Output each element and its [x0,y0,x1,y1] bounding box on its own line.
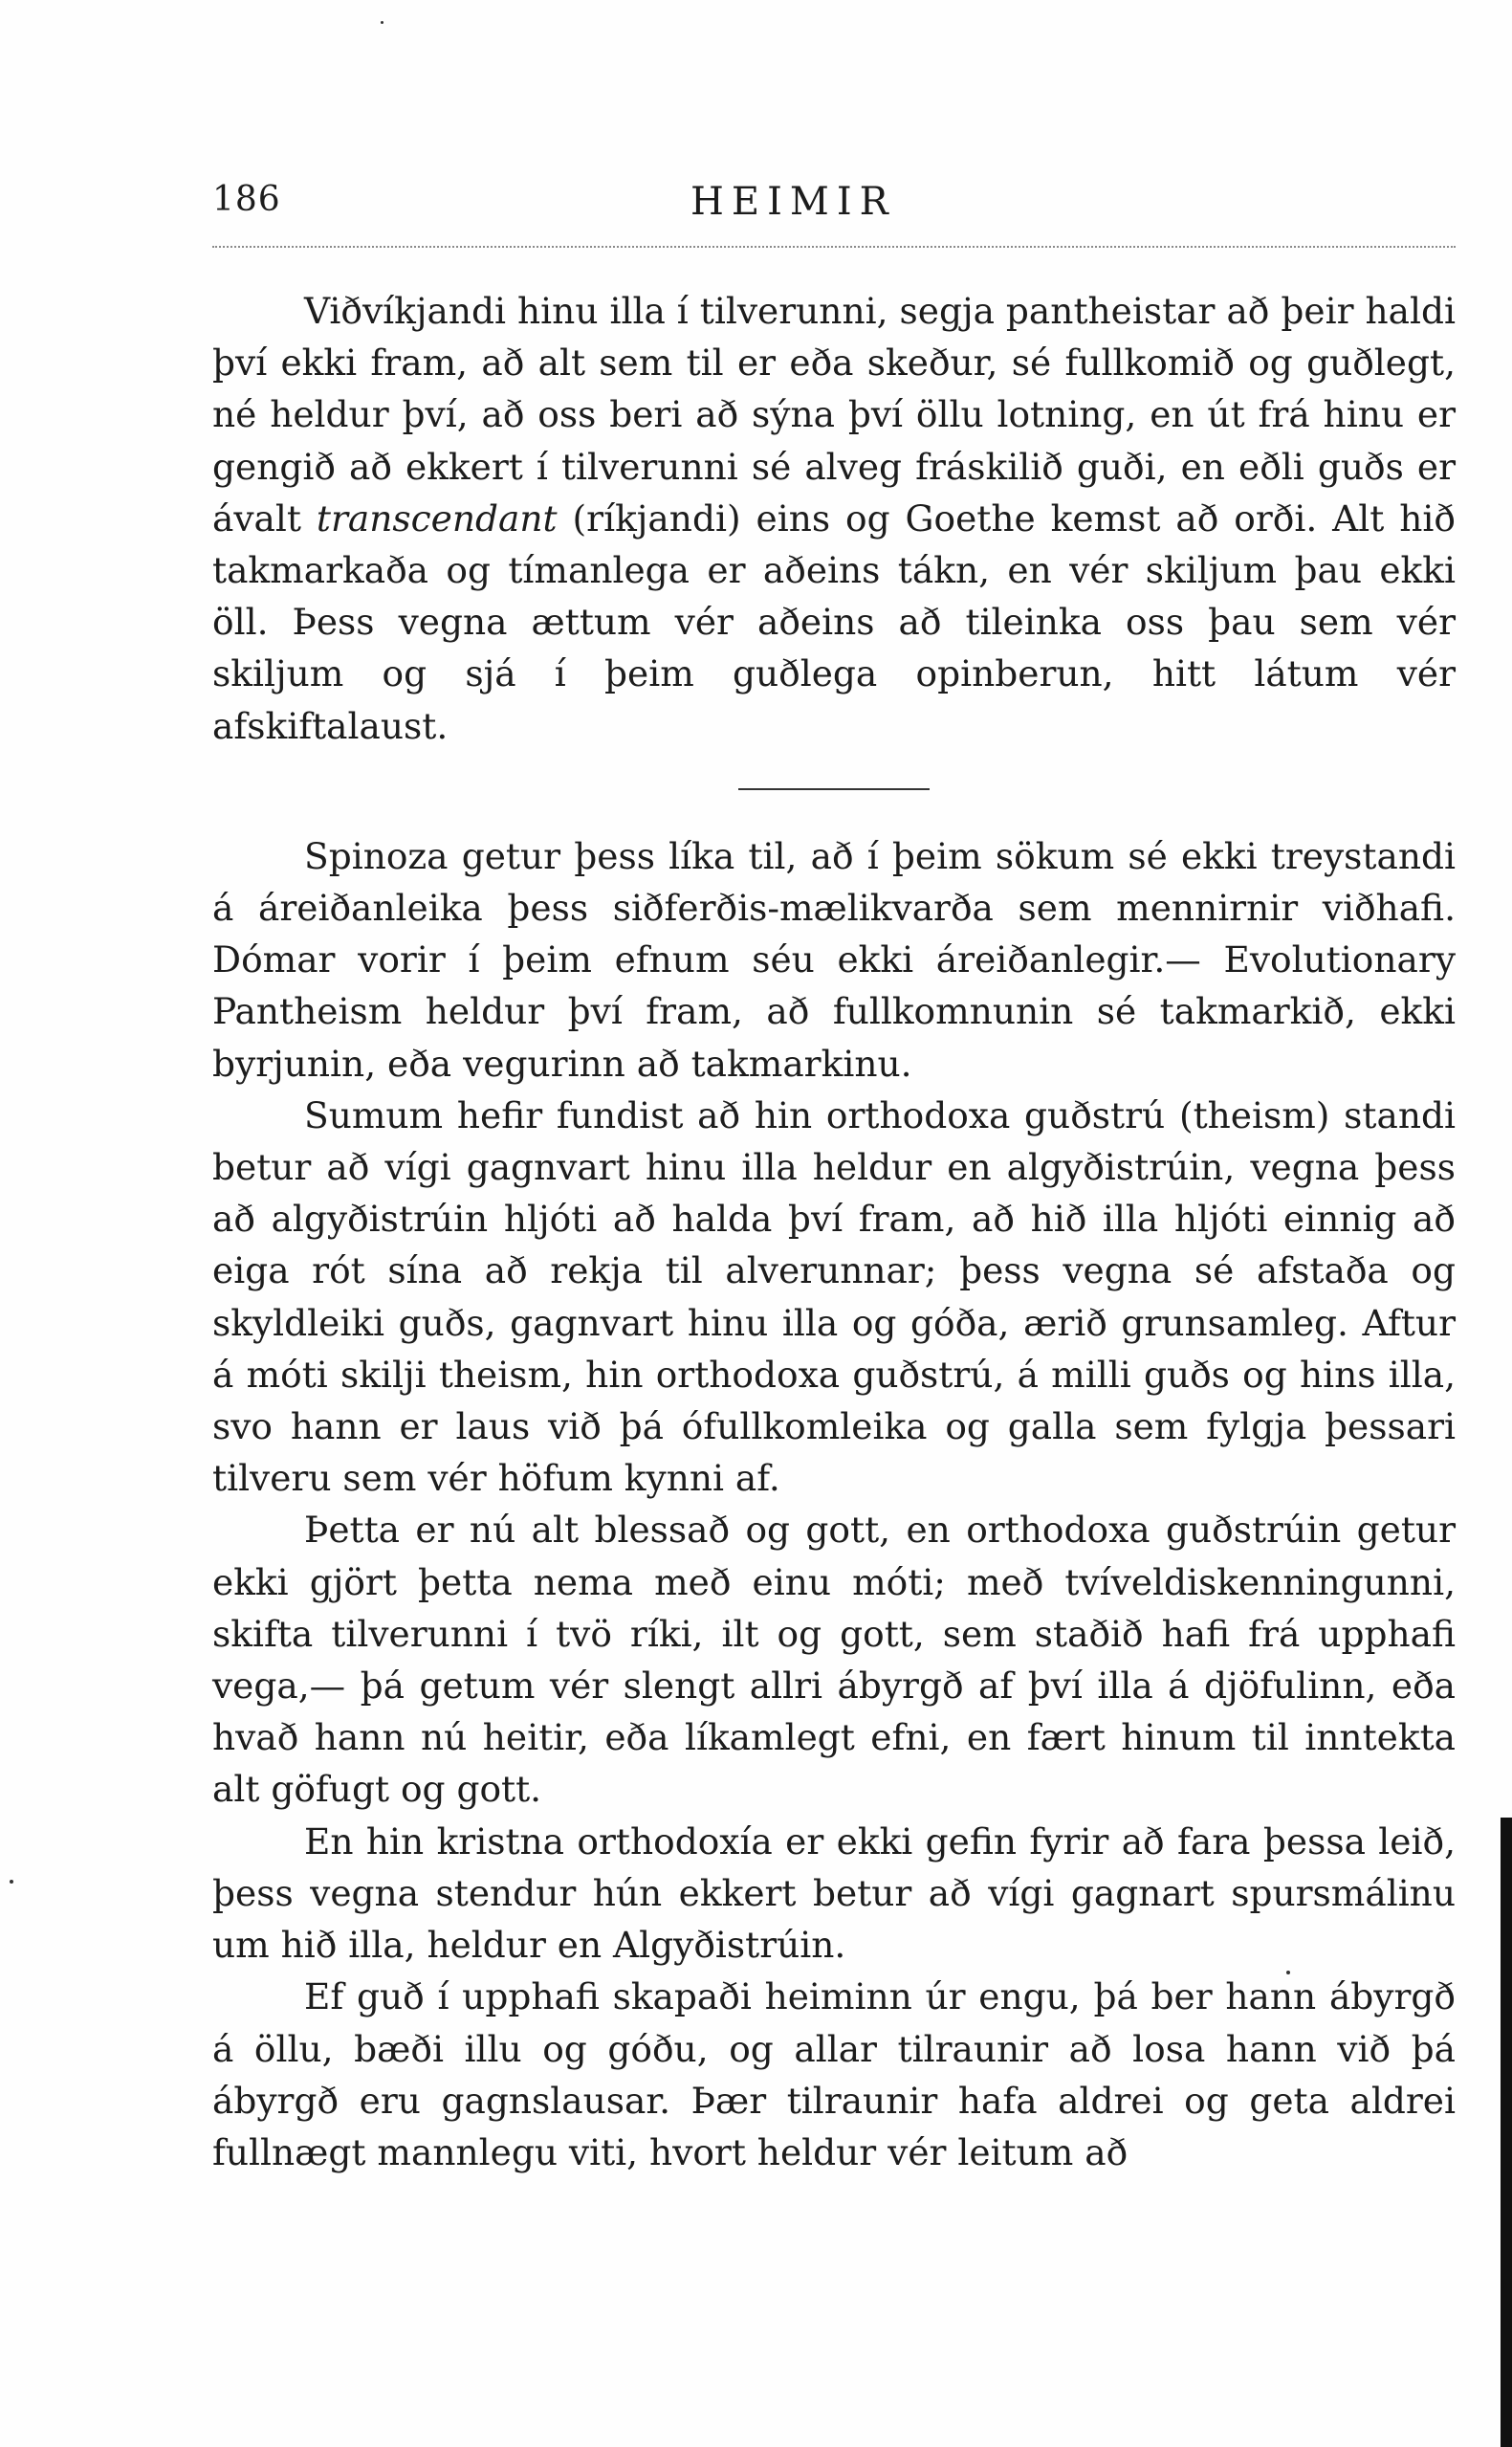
paragraph-dualism: Þetta er nú alt blessað og gott, en orthodoxa guðstrúin getur ekki gjört þetta nema með einu móti; með tvíveldiskenningunni, skifta tilverunni í tvö ríki, ilt og gott, sem staðið hafi frá upphafi vega,— þá getum vér slengt allri ábyrgð af því illa á djöfulinn, eða hvað hann nú heitir, eða líkamlegt efni, en fært hinum til inntekta alt göfugt og gott. [212,1509,1456,1811]
paragraph-pantheism-evil: Viðvíkjandi hinu illa í tilverunni, segja pantheistar að þeir haldi því ekki fram, að alt sem til er eða skeður, sé fullkomið og guðlegt, né heldur því, að oss beri að sýna því öllu lotning, en út frá hinu er gengið að ekkert í tilverunni sé alveg fráskilið guði, en eðli guðs er ávalt transcendant (ríkjandi) eins og Goethe kemst að orði. Alt hið takmarkaða og tímanlega er aðeins tákn, en vér skiljum þau ekki öll. Þess vegna ættum vér aðeins að tileinka oss þau sem vér skiljum og sjá í þeim guðlega opinberun, hitt látum vér afskiftalaust. [212,290,1456,747]
body-text [212,285,1456,2178]
scan-speck [381,21,383,24]
paragraph-creation: Ef guð í upphafi skapaði heiminn úr engu, þá ber hann ábyrgð á öllu, bæði illu og góðu, og allar tilraunir að losa hann við þá ábyrgð eru gagnslausar. Þær tilraunir hafa aldrei og geta aldrei fullnægt mannlegu viti, hvort heldur vér leitum að [212,1975,1456,2173]
paragraph-orthodox-theism: Sumum hefir fundist að hin orthodoxa guðstrú (theism) standi betur að vígi gagnvart hinu illa heldur en algyðistrúin, vegna þess að algyðistrúin hljóti að halda því fram, að hið illa hljóti einnig að eiga rót sína að rekja til alverunnar; þess vegna sé afstaða og skyldleiki guðs, gagnvart hinu illa og góða, ærið grunsamleg. Aftur á móti skilji theism, hin orthodoxa guðstrú, á milli guðs og hins illa, svo hann er laus við þá ófullkomleika og galla sem fylgja þessari tilveru sem vér höfum kynni af. [212,1093,1456,1500]
header-rule [212,246,1456,248]
page-number: 186 [212,180,281,219]
running-head: HEIMIR [690,180,896,224]
scan-speck [10,1880,13,1884]
emphasis-term: transcendant [316,496,558,540]
scan-edge-shadow [1501,1818,1512,2447]
page-header [212,180,1456,237]
section-divider [738,788,930,790]
paragraph-spinoza: Spinoza getur þess líka til, að í þeim sökum sé ekki treystandi á áreiðanleika þess siðferðis-mælikvarða sem mennirnir viðhafi. Dómar vorir í þeim efnum séu ekki áreiðanlegir.— Evolutionary Pantheism heldur því fram, að fullkomnunin sé takmarkið, ekki byrjunin, eða vegurinn að takmarkinu. [212,834,1456,1085]
paragraph-christian-orthodoxy: En hin kristna orthodoxía er ekki gefin fyrir að fara þessa leið, þess vegna stendur hún ekkert betur að vígi gagnart spursmálinu um hið illa, heldur en Algyðistrúin. [212,1819,1456,1967]
scan-speck [1286,1971,1290,1974]
